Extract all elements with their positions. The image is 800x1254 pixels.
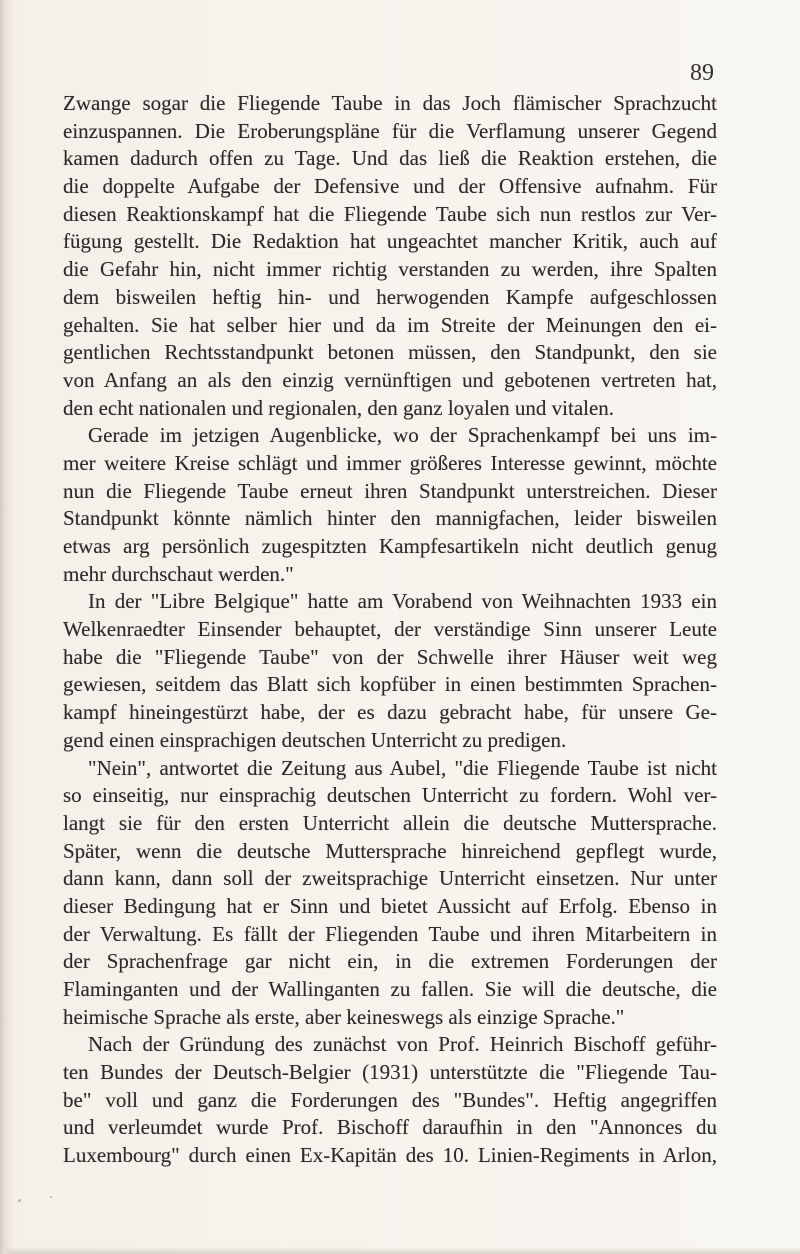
text-line: mer weitere Kreise schlägt und immer größeres Interesse gewinnt, möchte — [63, 450, 717, 475]
text-line: von Anfang an als den einzig vernünftigen und gebotenen vertreten hat, — [63, 367, 717, 392]
text-line: "Nein", antwortet die Zeitung aus Aubel, "die Fliegende Taube ist nicht — [88, 755, 717, 780]
text-line: dieser Bedingung hat er Sinn und bietet Aussicht auf Erfolg. Ebenso in — [63, 893, 717, 918]
text-line: Welkenraedter Einsender behauptet, der verständige Sinn unserer Leute — [63, 617, 717, 642]
text-line: mehr durchschaut werden." — [63, 561, 294, 586]
text-line: dem bisweilen heftig hin- und herwogenden Kampfe aufgeschlossen — [63, 284, 717, 309]
text-line: und verleumdet wurde Prof. Bischoff daraufhin in den "Annonces du — [63, 1115, 717, 1140]
page-number: 89 — [690, 60, 714, 86]
text-line: Zwange sogar die Fliegende Taube in das Joch flämischer Sprachzucht — [63, 91, 717, 115]
text-line: etwas arg persönlich zugespitzten Kampfesartikeln nicht deutlich genug — [63, 534, 717, 558]
text-line: langt sie für den ersten Unterricht allein die deutsche Muttersprache. — [63, 810, 717, 835]
paragraph — [63, 422, 717, 588]
text-line: gehalten. Sie hat selber hier und da im Streite der Meinungen den ei- — [63, 312, 717, 337]
text-line: der Verwaltung. Es fällt der Fliegenden Taube und ihren Mitarbeitern in — [63, 921, 717, 946]
text-line: ten Bundes der Deutsch-Belgier (1931) unterstützte die "Fliegende Tau- — [63, 1060, 717, 1085]
text-line: In der "Libre Belgique" hatte am Vorabend von Weihnachten 1933 ein — [88, 589, 717, 614]
text-line: die Gefahr hin, nicht immer richtig verstanden zu werden, ihre Spalten — [63, 257, 717, 282]
text-line: Gerade im jetzigen Augenblicke, wo der Sprachenkampf bei uns im- — [88, 423, 717, 448]
text-line: diesen Reaktionskampf hat die Fliegende Taube sich nun restlos zur Ver- — [63, 201, 717, 226]
text-line: nun die Fliegende Taube erneut ihren Standpunkt unterstreichen. Dieser — [63, 478, 717, 503]
scan-speck — [18, 1199, 21, 1202]
text-line: kampf hineingestürzt habe, der es dazu gebracht habe, für unsere Ge- — [63, 700, 717, 725]
paragraph — [63, 755, 717, 1032]
text-line: be" voll und ganz die Forderungen des "Bundes". Heftig angegriffen — [63, 1087, 717, 1112]
text-line: gentlichen Rechtsstandpunkt betonen müssen, den Standpunkt, den sie — [63, 340, 717, 365]
text-line: heimische Sprache als erste, aber keineswegs als einzige Sprache." — [63, 1004, 625, 1029]
text-line: gend einen einsprachigen deutschen Unterricht zu predigen. — [63, 727, 567, 752]
body-text — [63, 90, 717, 1170]
text-line: Später, wenn die deutsche Muttersprache hinreichend gepflegt wurde, — [63, 838, 717, 863]
text-line: kamen dadurch offen zu Tage. Und das ließ die Reaktion erstehen, die — [63, 146, 717, 171]
scan-speck — [50, 1196, 52, 1198]
text-line: gewiesen, seitdem das Blatt sich kopfüber in einen bestimmten Sprachen- — [63, 672, 717, 697]
text-line: habe die "Fliegende Taube" von der Schwelle ihrer Häuser weit weg — [63, 644, 717, 669]
text-line: dann kann, dann soll der zweitsprachige Unterricht einsetzen. Nur unter — [63, 866, 717, 891]
paragraph — [63, 90, 717, 422]
text-line: fügung gestellt. Die Redaktion hat ungeachtet mancher Kritik, auch auf — [63, 229, 717, 254]
text-line: den echt nationalen und regionalen, den ganz loyalen und vitalen. — [63, 395, 615, 420]
text-line: Standpunkt könnte nämlich hinter den mannigfachen, leider bisweilen — [63, 506, 717, 531]
text-line: der Sprachenfrage gar nicht ein, in die extremen Forderungen der — [63, 949, 717, 974]
text-line: Flaminganten und der Wallinganten zu fallen. Sie will die deutsche, die — [63, 977, 717, 1001]
paragraph — [63, 1031, 717, 1169]
text-line: Nach der Gründung des zunächst von Prof. Heinrich Bischoff geführ- — [88, 1032, 717, 1057]
text-line: die doppelte Aufgabe der Defensive und der Offensive aufnahm. Für — [63, 174, 717, 199]
paragraph — [63, 588, 717, 754]
text-line: einzuspannen. Die Eroberungspläne für die Verflamung unserer Gegend — [63, 118, 717, 143]
text-line: so einseitig, nur einsprachig deutschen Unterricht zu fordern. Wohl ver- — [63, 783, 717, 808]
text-line: Luxembourg" durch einen Ex-Kapitän des 10. Linien-Regiments in Arlon, — [63, 1143, 717, 1168]
